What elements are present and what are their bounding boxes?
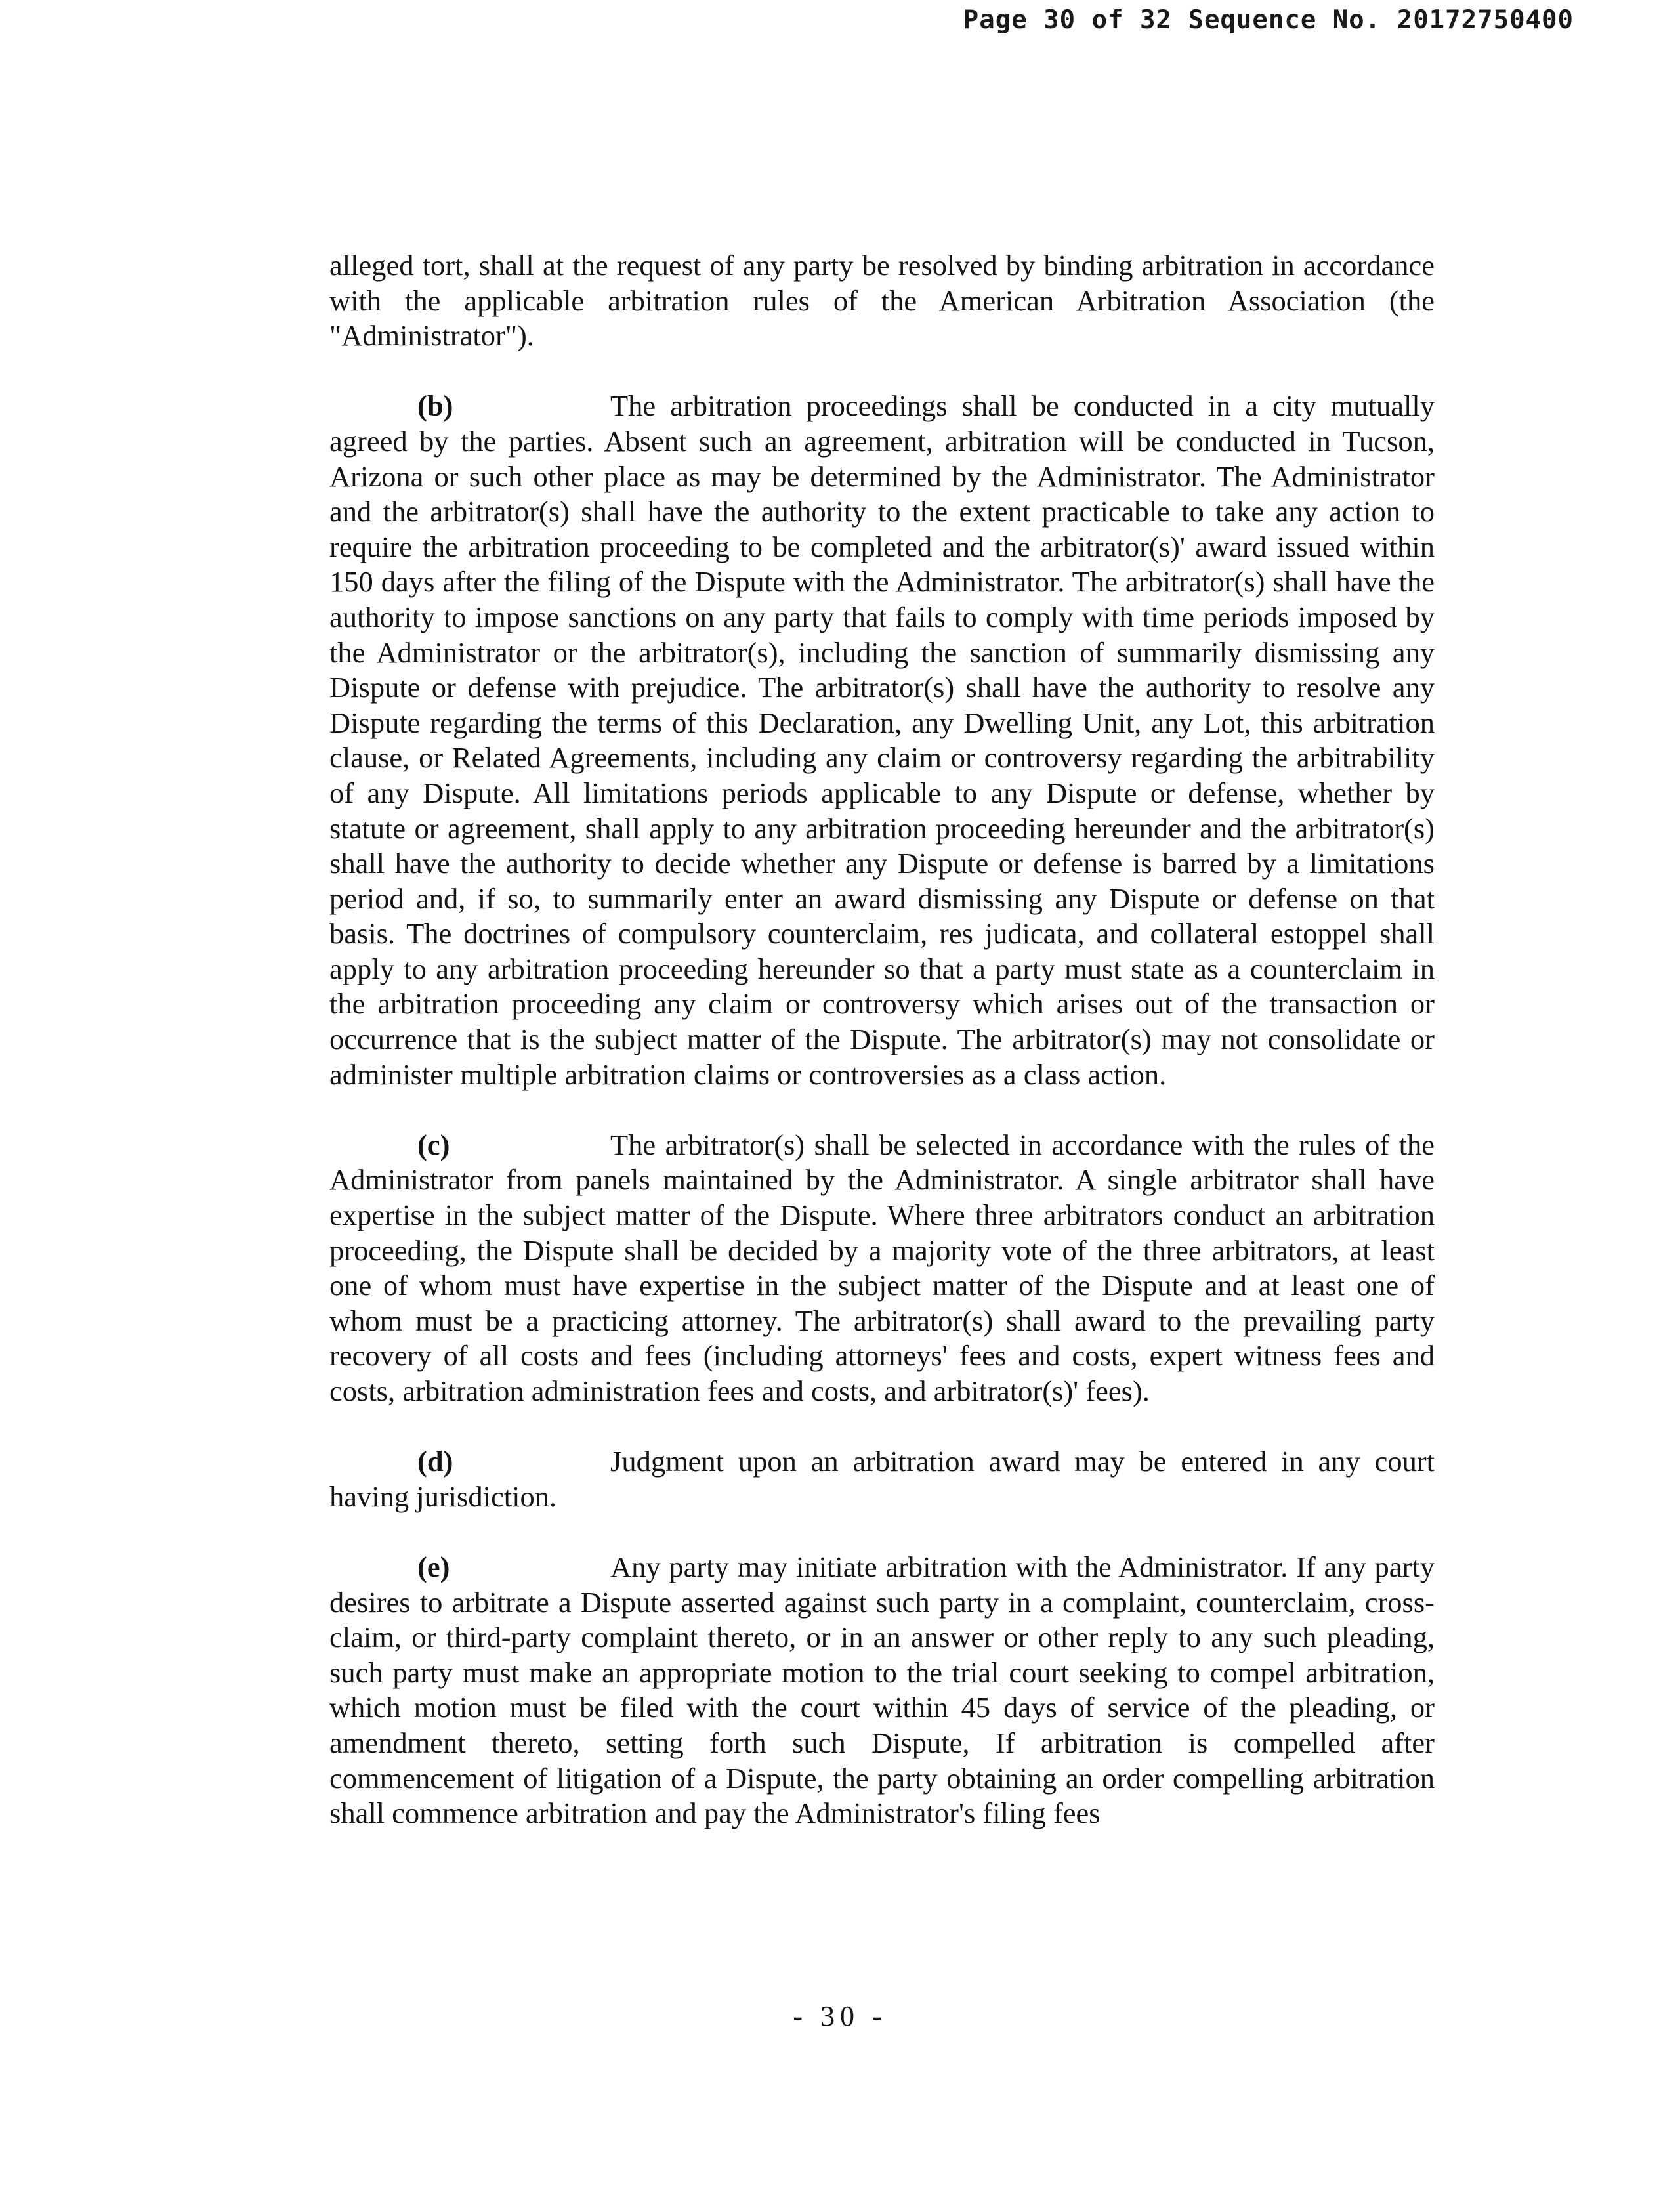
paragraph-e bbox=[329, 1550, 1435, 1831]
paragraph-b bbox=[329, 389, 1435, 1092]
paragraph-a-continuation bbox=[329, 248, 1435, 354]
paragraph-text: The arbitrator(s) shall be selected in accordance with the rules of the Administrator from panels maintained by the Administrator. A single arbitrator shall have expertise in the subject matter of the Dispute. Where three arbitrators conduct an arbitration proceeding, the Dispute shall be decided by a majority vote of the three arbitrators, at least one of whom must have expertise in the subject matter of the Dispute and at least one of whom must be a practicing attorney. The arbitrator(s) shall award to the prevailing party recovery of all costs and fees (including attorneys' fees and costs, expert witness fees and costs, arbitration administration fees and costs, and arbitrator(s)' fees). bbox=[329, 1128, 1435, 1407]
paragraph-text: The arbitration proceedings shall be conducted in a city mutually agreed by the parties. Absent such an agreement, arbitration will be conducted in Tucson, Arizona or such other place as may be determined by the Administrator. The Administrator and the arbitrator(s) shall have the authority to the extent practicable to take any action to require the arbitration proceeding to be completed and the arbitrator(s)' award issued within 150 days after the filing of the Dispute with the Administrator. The arbitrator(s) shall have the authority to impose sanctions on any party that fails to comply with time periods imposed by the Administrator or the arbitrator(s), including the sanction of summarily dismissing any Dispute or defense with prejudice. The arbitrator(s) shall have the authority to resolve any Dispute regarding the terms of this Declaration, any Dwelling Unit, any Lot, this arbitration clause, or Related Agreements, including any claim or controversy regarding the arbitrability of any Dispute. All limitations periods applicable to any Dispute or defense, whether by statute or agreement, shall apply to any arbitration proceeding hereunder and the arbitrator(s) shall have the authority to decide whether any Dispute or defense is barred by a limitations period and, if so, to summarily enter an award dismissing any Dispute or defense on that basis. The doctrines of compulsory counterclaim, res judicata, and collateral estoppel shall apply to any arbitration proceeding hereunder so that a party must state as a counterclaim in the arbitration proceeding any claim or controversy which arises out of the transaction or occurrence that is the subject matter of the Dispute. The arbitrator(s) may not consolidate or administer multiple arbitration claims or controversies as a class action. bbox=[329, 389, 1435, 1091]
paragraph-text: alleged tort, shall at the request of any party be resolved by binding arbitration in accordance with the applicable arbitration rules of the American Arbitration Association (the "Administrator"). bbox=[329, 249, 1435, 352]
page-sequence-header: Page 30 of 32 Sequence No. 20172750400 bbox=[963, 5, 1574, 35]
paragraph-text: Judgment upon an arbitration award may be entered in any court having jurisdiction. bbox=[329, 1445, 1435, 1513]
paragraph-marker: (d) bbox=[417, 1445, 453, 1478]
paragraph-marker: (c) bbox=[417, 1128, 450, 1161]
page-number: - 30 - bbox=[793, 2000, 887, 2032]
paragraph-d bbox=[329, 1444, 1435, 1514]
paragraph-c bbox=[329, 1128, 1435, 1409]
document-body bbox=[329, 248, 1435, 1866]
paragraph-marker: (b) bbox=[417, 389, 453, 423]
paragraph-text: Any party may initiate arbitration with the Administrator. If any party desires to arbitrate a Dispute asserted against such party in a complaint, counterclaim, cross-claim, or third-party complaint thereto, or in an answer or other reply to any such pleading, such party must make an appropriate motion to the trial court seeking to compel arbitration, which motion must be filed with the court within 45 days of service of the pleading, or amendment thereto, setting forth such Dispute, If arbitration is compelled after commencement of litigation of a Dispute, the party obtaining an order compelling arbitration shall commence arbitration and pay the Administrator's filing fees bbox=[329, 1550, 1435, 1830]
paragraph-marker: (e) bbox=[417, 1550, 450, 1583]
